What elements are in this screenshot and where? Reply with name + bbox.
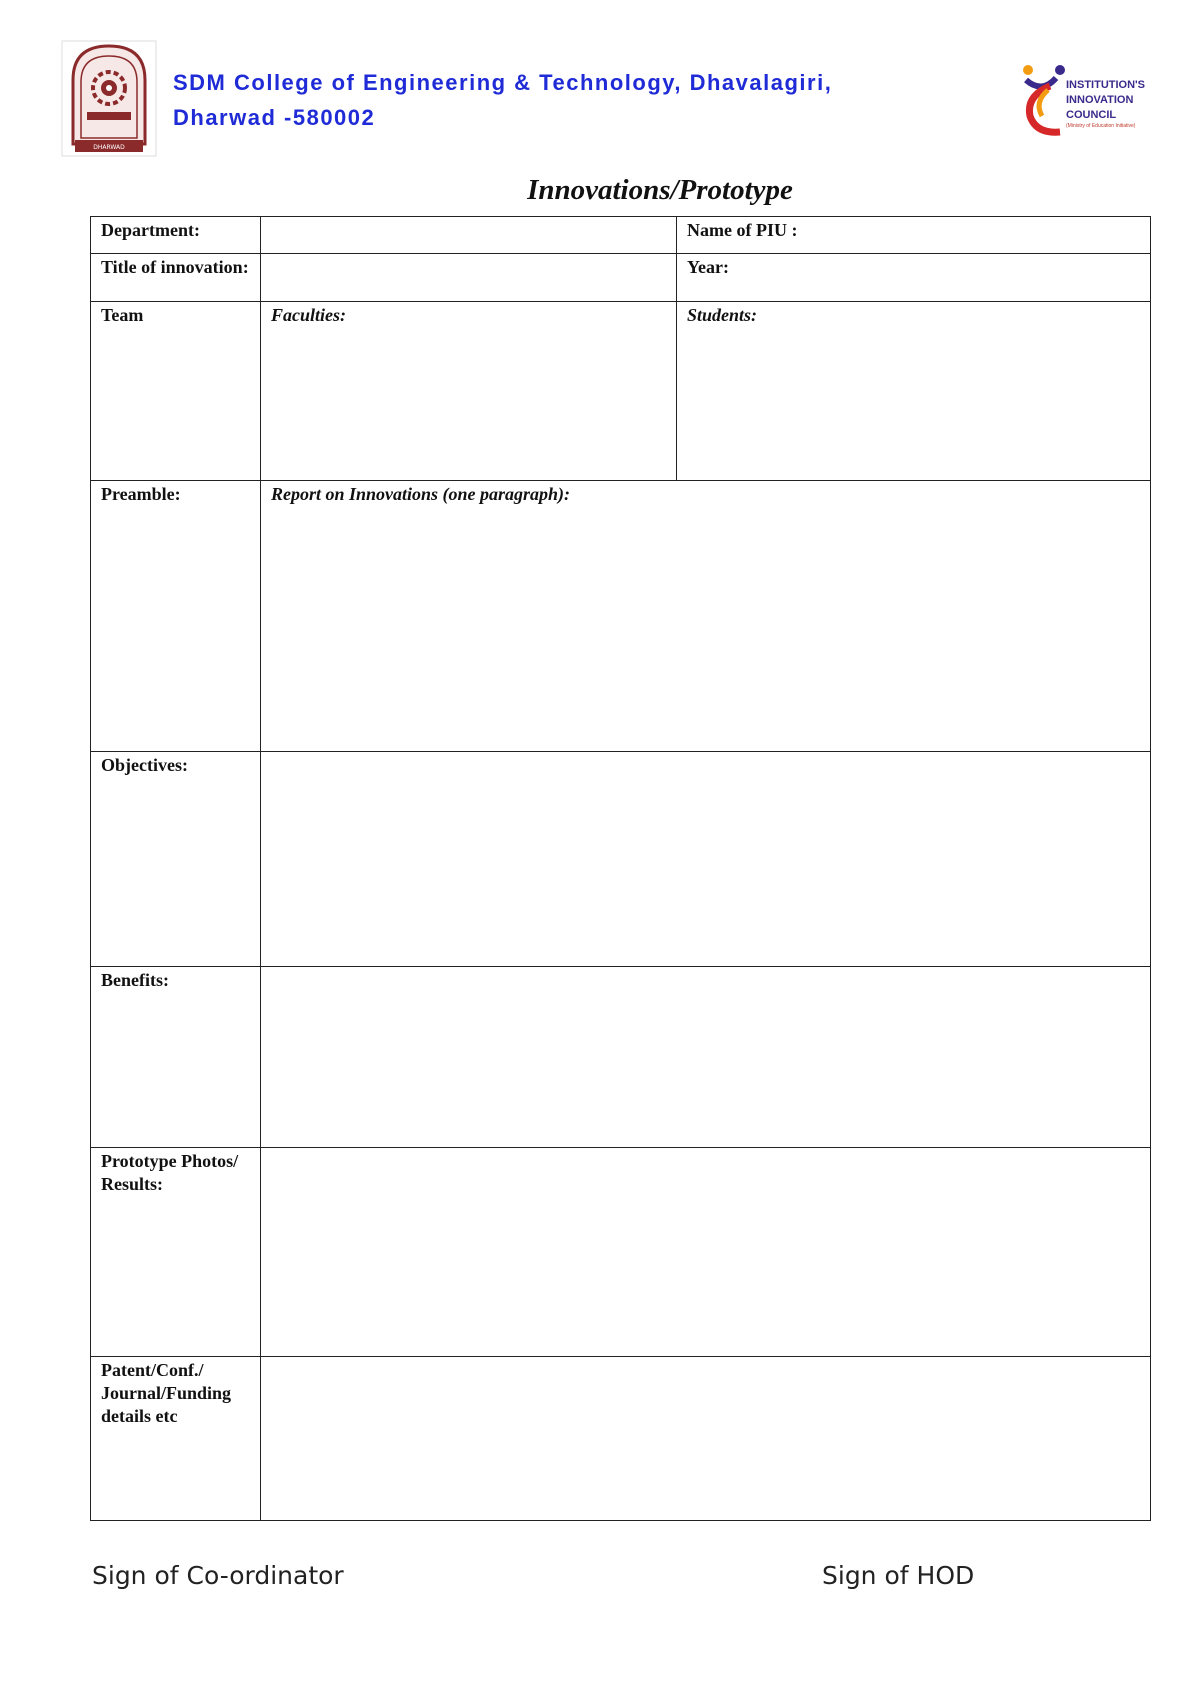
title-label: Title of innovation: — [91, 254, 261, 302]
college-name-line2: Dharwad -580002 — [173, 105, 376, 130]
iic-line-3: COUNCIL — [1066, 109, 1117, 121]
page-title: Innovations/Prototype — [527, 174, 793, 206]
iic-line-2: INNOVATION — [1066, 94, 1134, 106]
iic-line-4: (Ministry of Education Initiative) — [1066, 123, 1136, 129]
team-label: Team — [91, 302, 261, 481]
iic-logo-text — [1066, 78, 1145, 130]
department-label: Department: — [91, 217, 261, 254]
row-prototype — [91, 1148, 1151, 1357]
preamble-label: Preamble: — [91, 481, 261, 752]
patent-field[interactable] — [261, 1357, 1151, 1521]
patent-label: Patent/Conf./ Journal/Funding details etc — [91, 1357, 261, 1521]
row-benefits — [91, 967, 1151, 1148]
iic-figure-icon — [1020, 64, 1066, 140]
objectives-field[interactable] — [261, 752, 1151, 967]
seal-text: DHARWAD — [93, 144, 125, 151]
report-field[interactable]: Report on Innovations (one paragraph): — [261, 481, 1151, 752]
piu-name-field[interactable]: Name of PIU : — [677, 217, 1151, 254]
row-objectives — [91, 752, 1151, 967]
iic-logo — [1020, 64, 1154, 140]
hod-signature: Sign of HOD — [822, 1561, 975, 1590]
college-name — [173, 65, 933, 135]
faculties-field[interactable]: Faculties: — [261, 302, 677, 481]
year-field[interactable]: Year: — [677, 254, 1151, 302]
row-patent — [91, 1357, 1151, 1521]
row-preamble — [91, 481, 1151, 752]
prototype-label: Prototype Photos/ Results: — [91, 1148, 261, 1357]
students-field[interactable]: Students: — [677, 302, 1151, 481]
college-name-line1: SDM College of Engineering & Technology, Dhavalagiri, — [173, 70, 833, 95]
benefits-field[interactable] — [261, 967, 1151, 1148]
row-team — [91, 302, 1151, 481]
college-seal-logo — [61, 40, 157, 157]
iic-line-1: INSTITUTION'S — [1066, 79, 1146, 91]
benefits-label: Benefits: — [91, 967, 261, 1148]
prototype-field[interactable] — [261, 1148, 1151, 1357]
coordinator-signature: Sign of Co-ordinator — [92, 1561, 344, 1590]
innovation-form-table — [90, 216, 1151, 1521]
row-department — [91, 217, 1151, 254]
department-field[interactable] — [261, 217, 677, 254]
objectives-label: Objectives: — [91, 752, 261, 967]
row-title — [91, 254, 1151, 302]
title-field[interactable] — [261, 254, 677, 302]
